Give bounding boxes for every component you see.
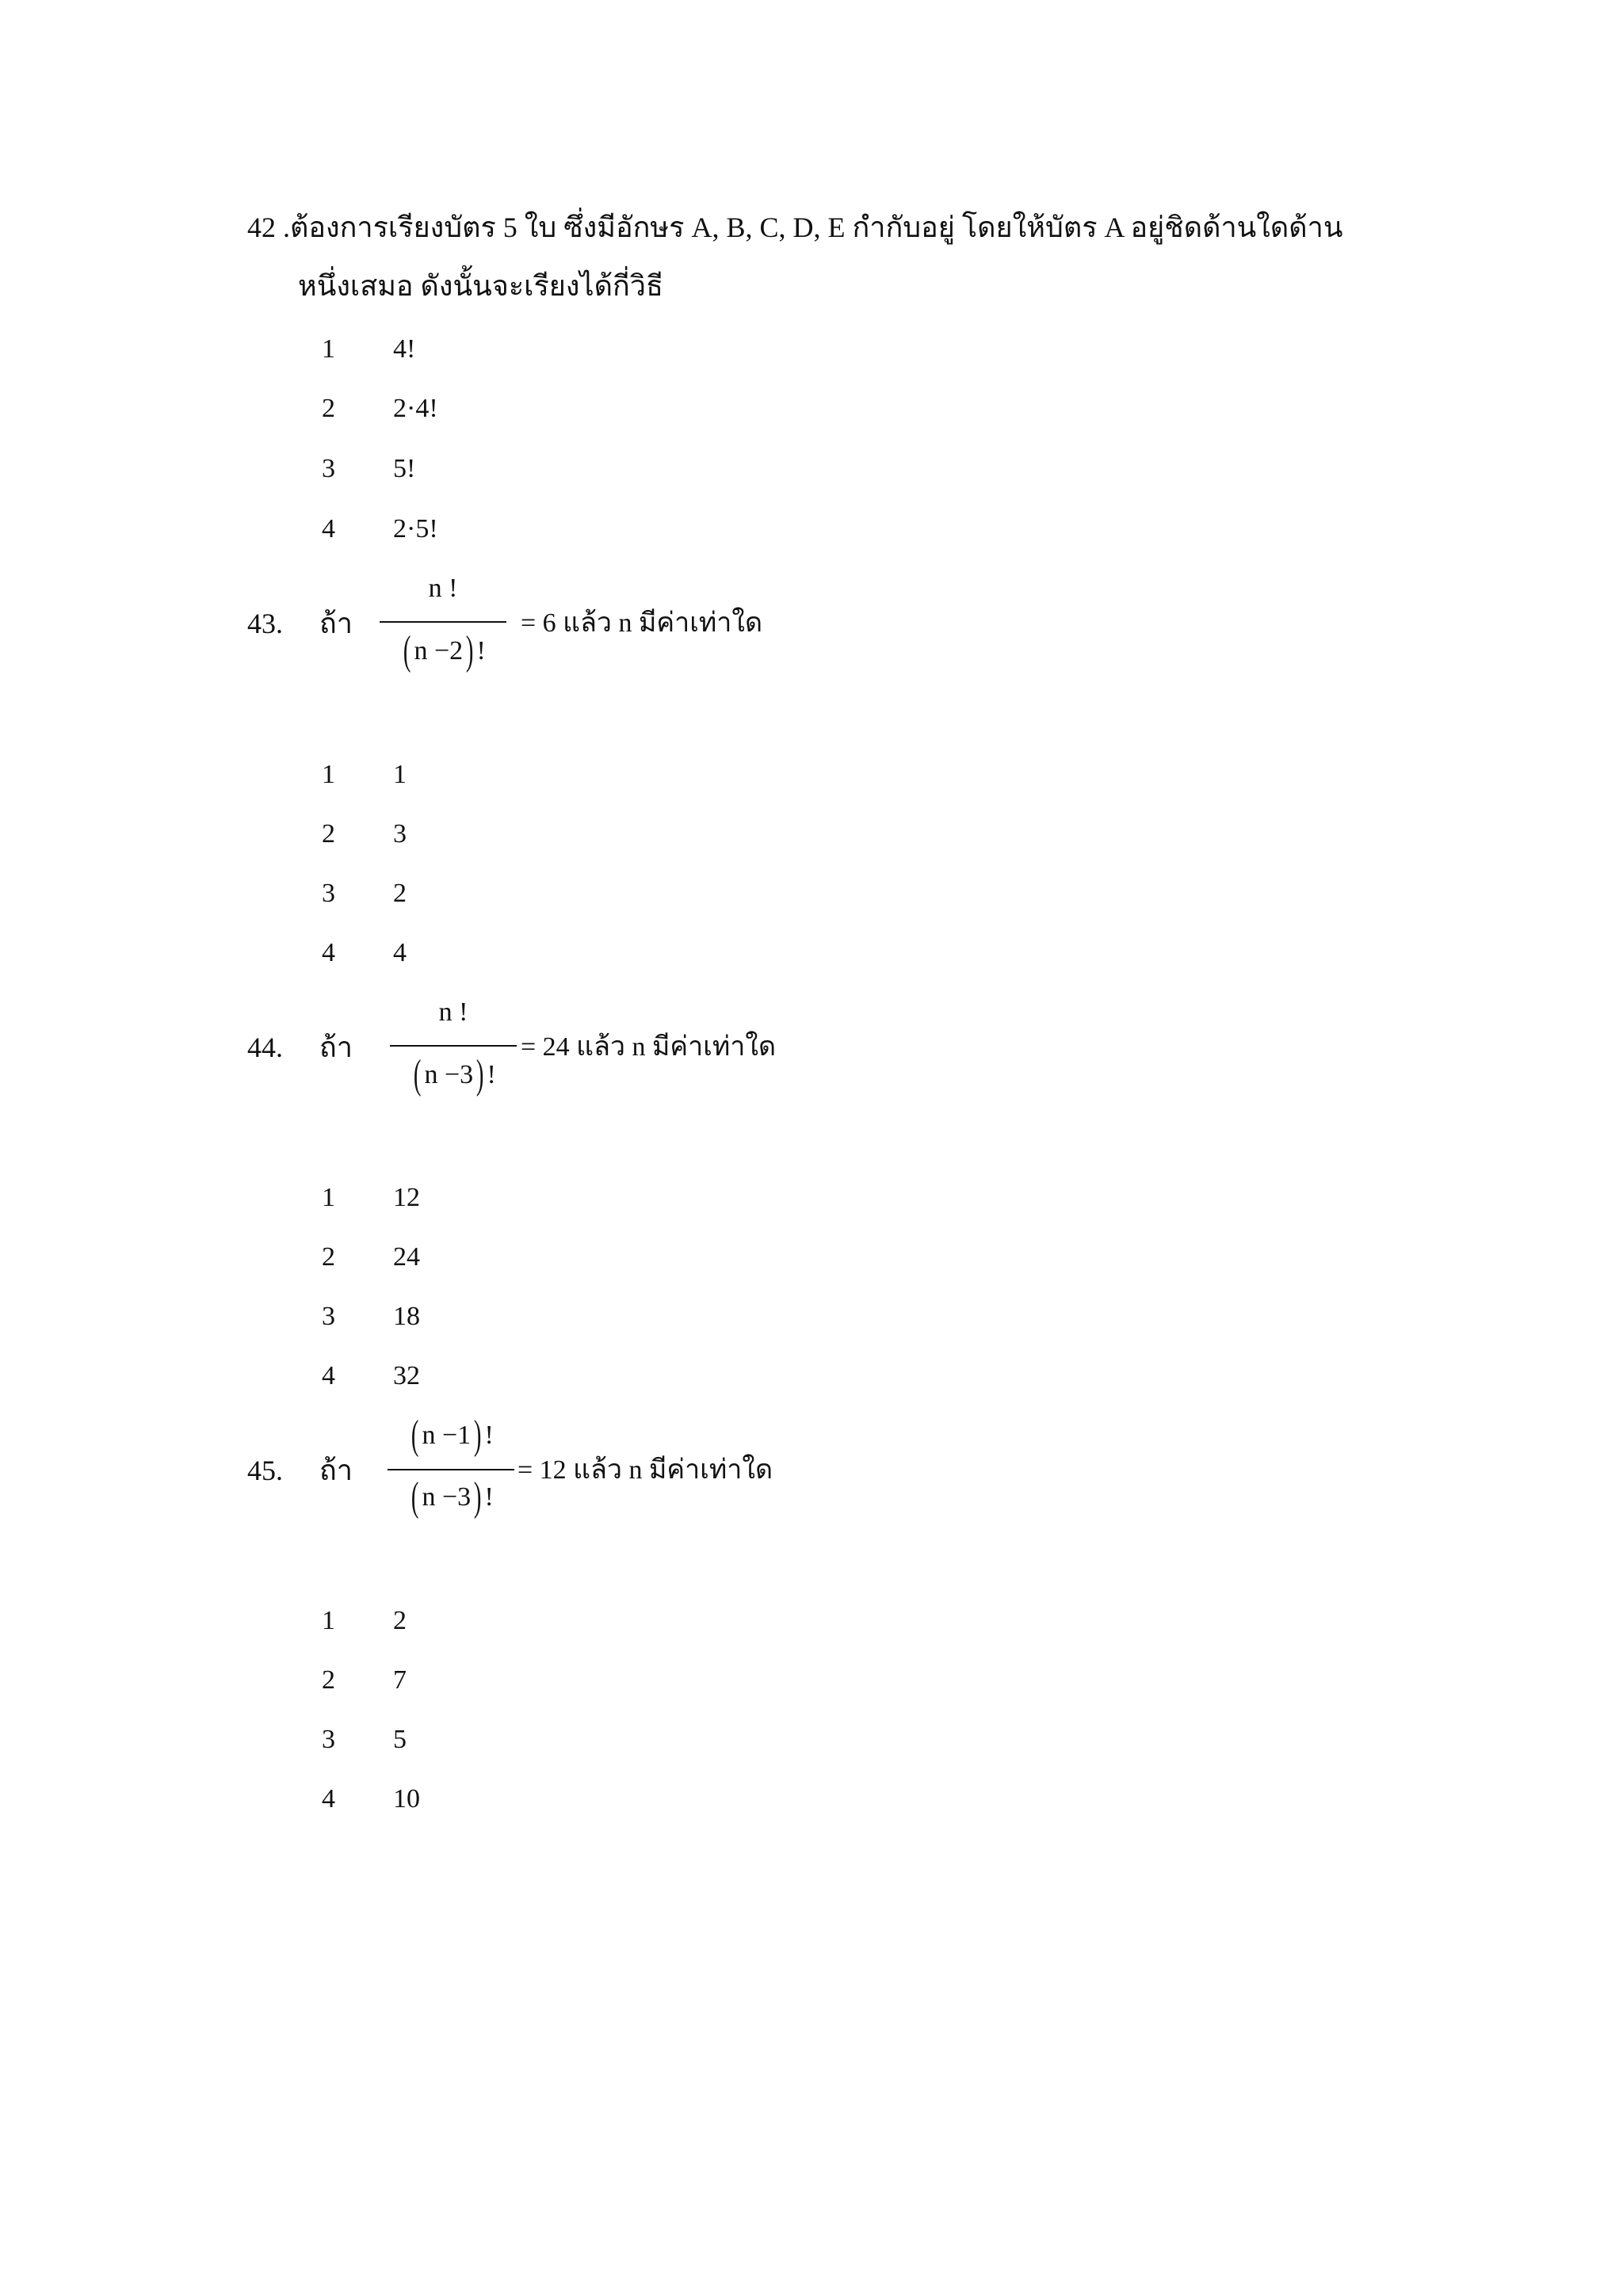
option-number: 3	[322, 1302, 335, 1331]
question-43-rhs: = 6 แล้ว n มีค่าเท่าใด	[521, 608, 763, 638]
question-42-line-1	[247, 208, 1342, 246]
question-45-number: 45.	[247, 1455, 283, 1486]
question-43-if-word: ถ้า	[319, 608, 353, 639]
numerator-bang: !	[484, 1421, 494, 1450]
right-paren: )	[476, 1052, 484, 1097]
option-number: 4	[322, 1784, 335, 1814]
left-paren: (	[414, 1052, 422, 1097]
option-value: 1	[393, 760, 407, 789]
question-42-text-2: หนึ่งเสมอ ดังนั้นจะเรียงได้กี่วิธี	[298, 270, 663, 302]
left-paren: (	[403, 628, 411, 673]
option-value: 7	[393, 1665, 407, 1695]
question-43-number: 43.	[247, 608, 283, 639]
option-value: 12	[393, 1183, 420, 1212]
question-45-if-word: ถ้า	[319, 1455, 353, 1486]
option-number: 2	[322, 1242, 335, 1272]
option-number: 1	[322, 1606, 335, 1635]
option-number: 2	[322, 1665, 335, 1695]
denominator-inner: n −2	[414, 636, 464, 666]
right-paren: )	[474, 1474, 482, 1520]
fraction-numerator: n !	[438, 997, 468, 1027]
question-45-fraction	[388, 1409, 514, 1527]
option-value: 4!	[393, 334, 416, 364]
fraction-bar	[390, 1045, 517, 1047]
option-value: 2	[393, 879, 407, 908]
option-number: 2	[322, 394, 335, 423]
denominator-inner: n −3	[422, 1482, 472, 1512]
denominator-bang: !	[487, 1060, 496, 1089]
fraction-denominator	[390, 1052, 517, 1097]
numerator-inner: n −1	[422, 1421, 472, 1450]
option-value: 2·5!	[393, 514, 438, 543]
fraction-numerator: n !	[428, 574, 458, 603]
option-value: 3	[393, 819, 407, 849]
question-44-fraction	[390, 993, 517, 1112]
right-paren: )	[466, 628, 474, 673]
denominator-bang: !	[476, 636, 486, 666]
option-value: 32	[393, 1361, 420, 1390]
option-number: 1	[322, 334, 335, 364]
option-number: 1	[322, 760, 335, 789]
fraction-denominator	[388, 1474, 514, 1520]
fraction-denominator	[380, 628, 506, 673]
option-number: 4	[322, 938, 335, 967]
option-number: 1	[322, 1183, 335, 1212]
fraction-bar	[380, 621, 506, 623]
option-value: 10	[393, 1784, 420, 1814]
question-42-text-1: .ต้องการเรียงบัตร 5 ใบ ซึ่งมีอักษร A, B, C, D, E กำกับอยู่ โดยให้บัตร A อยู่ชิดด้านใดด้าน	[283, 212, 1343, 243]
left-paren: (	[411, 1413, 419, 1458]
option-number: 4	[322, 1361, 335, 1390]
denominator-inner: n −3	[424, 1060, 474, 1089]
option-number: 4	[322, 514, 335, 543]
option-value: 18	[393, 1302, 420, 1331]
option-value: 4	[393, 938, 407, 967]
denominator-bang: !	[484, 1482, 494, 1512]
option-value: 2·4!	[393, 394, 438, 423]
option-number: 3	[322, 454, 335, 483]
option-number: 2	[322, 819, 335, 849]
question-44-number: 44.	[247, 1032, 283, 1063]
fraction-bar	[388, 1469, 514, 1470]
option-number: 3	[322, 879, 335, 908]
question-44-rhs: = 24 แล้ว n มีค่าเท่าใด	[521, 1032, 777, 1062]
question-45-rhs: = 12 แล้ว n มีค่าเท่าใด	[517, 1455, 773, 1485]
option-value: 5	[393, 1725, 407, 1754]
left-paren: (	[411, 1474, 419, 1520]
fraction-numerator	[388, 1415, 514, 1456]
option-number: 3	[322, 1725, 335, 1754]
option-value: 5!	[393, 454, 416, 483]
question-44-if-word: ถ้า	[319, 1032, 353, 1063]
question-43-fraction	[380, 569, 506, 688]
option-value: 24	[393, 1242, 420, 1272]
option-value: 2	[393, 1606, 407, 1635]
right-paren: )	[474, 1413, 482, 1458]
question-42-number: 42	[247, 212, 276, 243]
